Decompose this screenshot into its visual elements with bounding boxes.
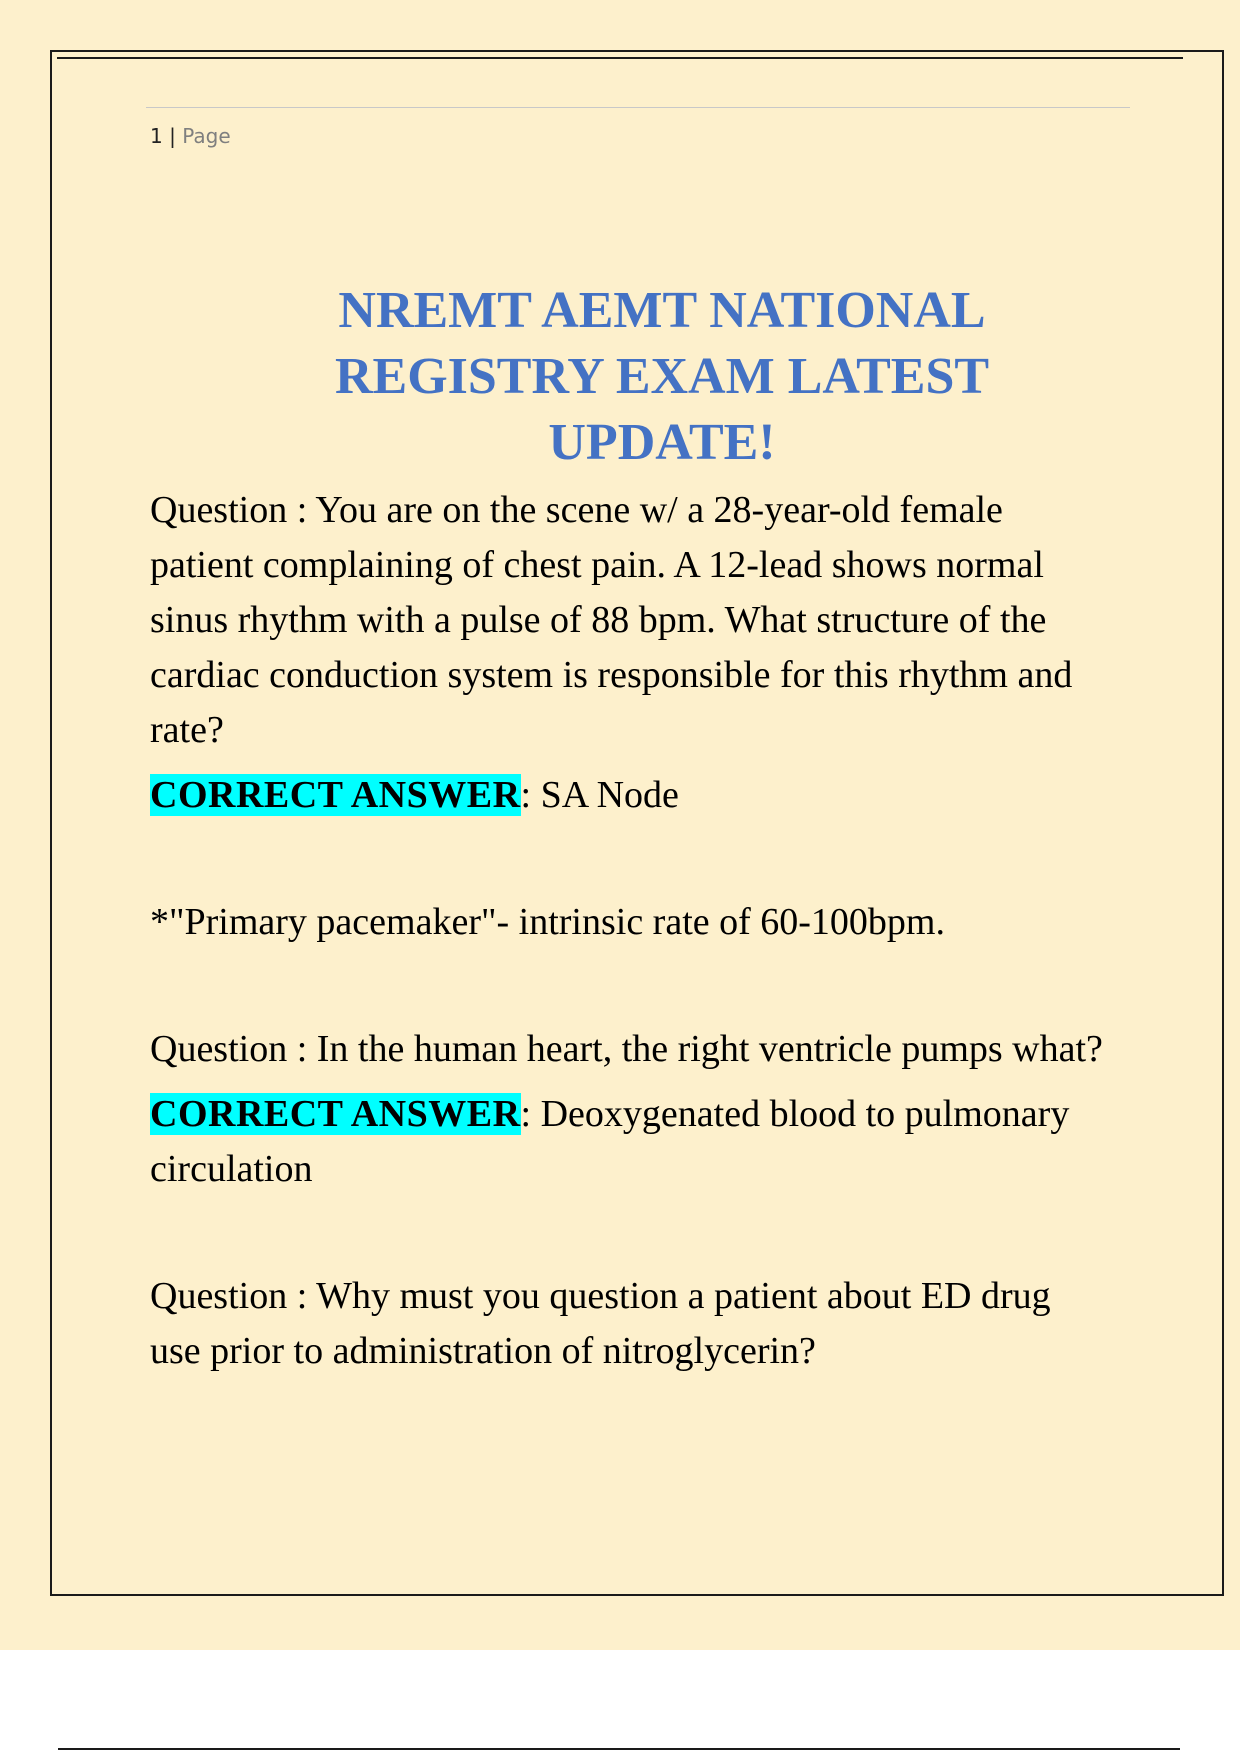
- correct-answer-label: CORRECT ANSWER: [150, 774, 521, 816]
- next-page-top-rule: [58, 1748, 1180, 1750]
- question-text: Question : You are on the scene w/ a 28-year-old female patient complaining of chest pain. A 12-lead shows normal sinus rhythm with a pulse of 88 bpm. What structure of the cardiac conduction system is responsible for this rhythm and rate?: [150, 489, 1073, 751]
- page-number-separator: |: [169, 124, 176, 148]
- header-rule: [146, 107, 1130, 108]
- page-number: 1: [150, 124, 163, 148]
- question-text: Question : Why must you question a patient about ED drug use prior to administration of nitroglycerin?: [150, 1275, 1051, 1372]
- answer-note: *"Primary pacemaker"- intrinsic rate of 60-100bpm.: [150, 901, 945, 943]
- page-label: Page: [182, 124, 231, 148]
- qa-content: [150, 483, 1110, 1379]
- answer-line: [150, 768, 1110, 823]
- question-text: Question : In the human heart, the right ventricle pumps what?: [150, 1028, 1103, 1070]
- border-top-rule: [57, 57, 1183, 59]
- answer-text: : Deoxygenated blood to pulmonary circulation: [150, 1093, 1070, 1190]
- title-line-1: NREMT AEMT NATIONAL: [338, 282, 986, 339]
- answer-line: [150, 1087, 1110, 1197]
- page-number-header: [150, 124, 231, 148]
- title-line-3: UPDATE!: [548, 414, 776, 471]
- title-line-2: REGISTRY EXAM LATEST: [334, 348, 990, 405]
- document-title: [150, 278, 1174, 476]
- answer-text: : SA Node: [520, 774, 679, 816]
- correct-answer-label: CORRECT ANSWER: [150, 1093, 521, 1135]
